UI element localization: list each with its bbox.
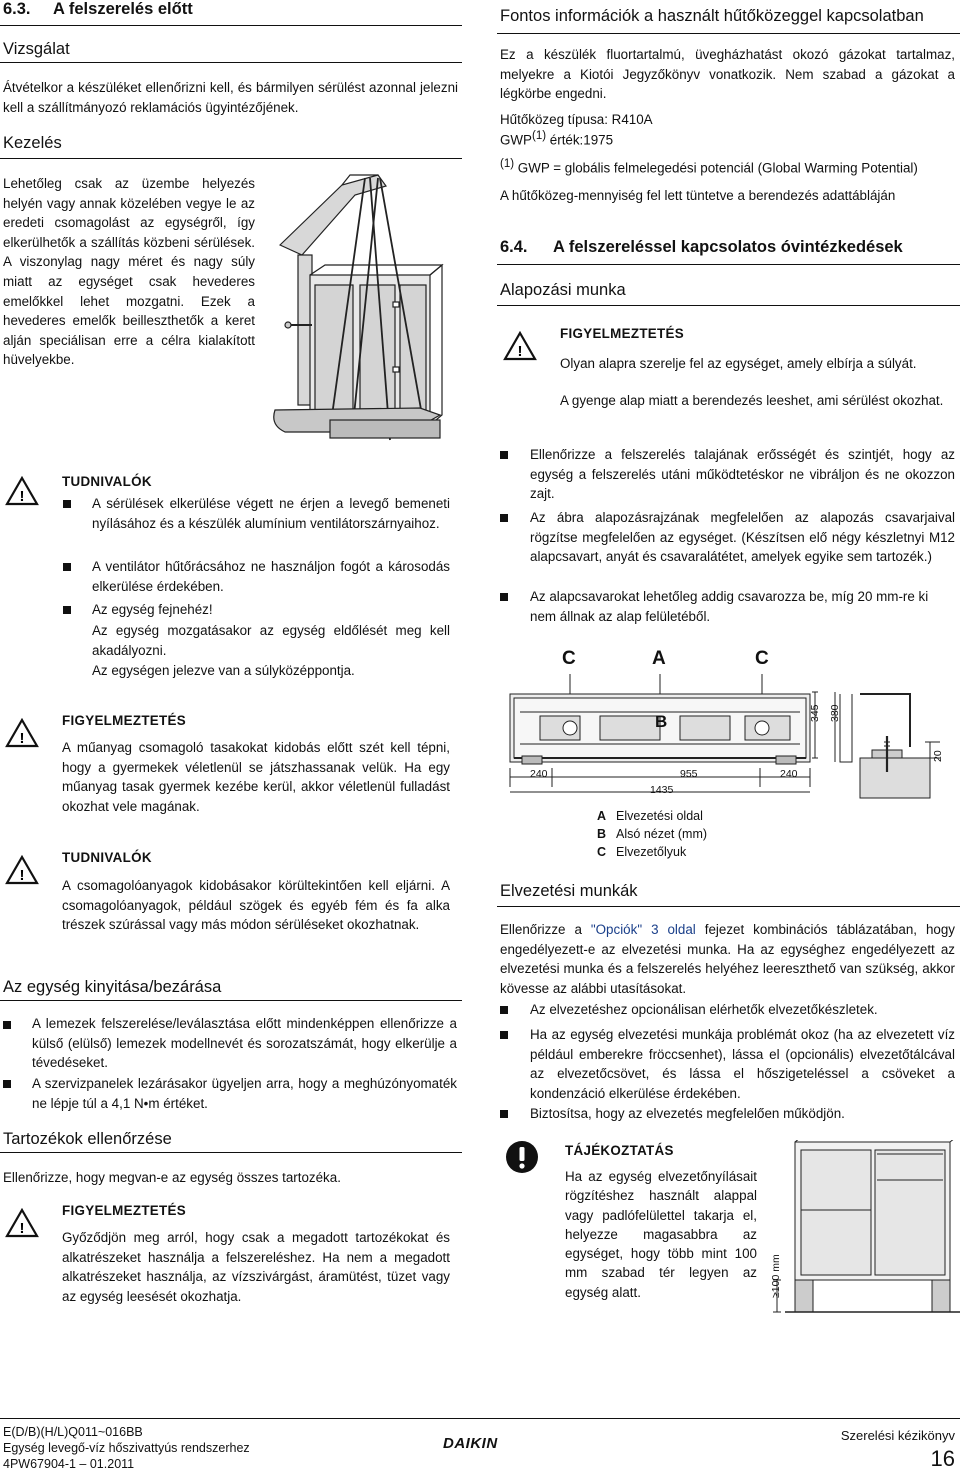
bullet-icon (63, 500, 71, 508)
tudnivalok1-item-1: A sérülések elkerülése végett ne érjen a levegő bemeneti nyílásához és a készülék alumínium ventilátorszárnyaihoz. (92, 496, 450, 531)
bullet-icon (500, 1031, 508, 1039)
tartozekok-rule (0, 1152, 462, 1153)
alapozasi-warn-title: FIGYELMEZTETÉS (560, 326, 684, 341)
elvezetesi-text: Ellenőrizze a "Opciók" 3 oldal fejezet kombinációs táblázatában, hogy engedélyezett-e az elvezetési munka. Ha az egységhez engedélyezett az elvezetési munka és a felszerelés helyéhez leereszthető van szükség, akkor kövesse az alábbi utasításokat. (500, 922, 955, 996)
tudnivalok1-item-3: Az egység fejnehéz! (92, 602, 213, 617)
tudnivalok2-text: A csomagolóanyagok kidobásakor körültekintően kell eljárni. A csomagolóanyagok, például szögek és egyéb fém és fa alka trészek szúrással vagy más módon sérüléseket okozhatnak. (62, 878, 450, 933)
dim-955: 955 (680, 768, 698, 780)
vizsgalat-title: Vizsgálat (3, 40, 70, 58)
diagram-label-b: B (655, 712, 668, 731)
footer-model: E(D/B)(H/L)Q011~016BB (3, 1425, 143, 1439)
elvezetesi-rule (497, 906, 960, 907)
dim-20: 20 (932, 750, 944, 762)
tudnivalok1-extra2: Az egységen jelezve van a súlyközéppontja. (92, 663, 355, 678)
alapozasi-item-1: Ellenőrizze a felszerelés talajának erősségét és szintjét, hogy az egység a felszerelés utáni működtetéskor ne vibráljon és ne okozzon zajt. (530, 447, 955, 502)
footer-description: Egység levegő-víz hőszivattyús rendszerhez (3, 1441, 250, 1455)
bullet-icon (3, 1021, 11, 1029)
warning-icon (503, 331, 537, 361)
diagram-label-c2: C (755, 648, 769, 669)
dim-240-right: 240 (780, 768, 798, 780)
alapozasi-title: Alapozási munka (500, 281, 626, 299)
warning-icon (5, 1208, 39, 1238)
tajekoztatas-title: TÁJÉKOZTATÁS (565, 1143, 674, 1158)
legend-a: A Elvezetési oldal (597, 809, 703, 823)
svg-text:!: ! (19, 488, 25, 505)
dim-380: 380 (829, 704, 841, 722)
fontos-text: Ez a készülék fluortartalmú, üvegházhatást okozó gázokat tartalmaz, melyekre a Kiotói Jegyzőkönyv vonatkozik. Nem szabad a gázokat a légkörbe engedni. (500, 47, 955, 102)
fontos-rule (497, 33, 960, 34)
kinyitas-item-1: A lemezek felszerelése/leválasztása előtt mindenképpen ellenőrizze a külső (elülső) lemezek modellnevét és sorozatszámát, hogy elkerülje a tévedéseket. (32, 1016, 457, 1071)
dim-345: 345 (809, 704, 821, 722)
section-title-rule (0, 25, 462, 26)
tartozekok-title: Tartozékok ellenőrzése (3, 1130, 172, 1148)
daikin-logo: DAIKIN (443, 1435, 498, 1452)
refrigerant-type: Hűtőközeg típusa: R410A (500, 112, 653, 127)
clearance-illustration (765, 1140, 960, 1320)
warning-icon (5, 718, 39, 748)
tartozekok-text: Ellenőrizze, hogy megvan-e az egység összes tartozéka. (3, 1170, 341, 1185)
tudnivalok1-title: TUDNIVALÓK (62, 474, 152, 489)
vizsgalat-text: Átvételkor a készüléket ellenőrizni kell, és bármilyen sérülést azonnal jelezni kell a szállítmányozó reklamációs ügyintézőjének. (3, 80, 458, 115)
clearance-dim: ≥100 mm (770, 1254, 782, 1298)
tajekoztatas-text: Ha az egység elvezetőnyílásait rögzítéshez használt alappal vagy padlófelülettel takarja el, helyezze magasabbra az egységet, hogy több mint 100 mm szabad tér legyen az egység alatt. (565, 1169, 757, 1300)
kinyitas-title: Az egység kinyitása/bezárása (3, 978, 222, 996)
kezeles-title: Kezelés (3, 134, 62, 152)
section-title-2: A felszereléssel kapcsolatos óvintézkedések (553, 238, 903, 256)
svg-text:!: ! (19, 730, 25, 747)
kezeles-text: Lehetőleg csak az üzembe helyezés helyén vagy annak közelében vegye le az eredeti csomagolást az egységről, így elkerülhetők a szállítás közbeni sérülések. A viszonylag nagy méret és nagy súly miatt az egységet csak hevederes emelőkkel lehet mozgatni. Ezek a hevederes emelők beilleszthetők a keret alján speciálisan erre a célra kialakított hüvelyekbe. (3, 176, 255, 368)
diagram-label-c1: C (562, 648, 576, 669)
alapozasi-item-3: Az alapcsavarokat lehetőleg addig csavarozza be, míg 20 mm-re ki nem állnak az alap felületéből. (530, 589, 929, 624)
dim-1435: 1435 (650, 784, 674, 796)
figyelmeztetes2-text: Győződjön meg arról, hogy csak a megadott tartozékokat és alkatrészeket használja a felszereléshez. Ha nem a megadott alkatrészeket használja, az vízszivárgást, áramütést, tüzet vagy az egység leesését okozhatja. (62, 1230, 450, 1304)
foundation-diagram (500, 672, 960, 802)
page-number: 16 (930, 1446, 955, 1471)
refrigerant-amount: A hűtőközeg-mennyiség fel lett tüntetve a berendezés adattábláján (500, 188, 896, 203)
legend-b: B Alsó nézet (mm) (597, 827, 708, 841)
warning-icon (5, 855, 39, 885)
alapozasi-warn-text2: A gyenge alap miatt a berendezés leeshet, ami sérülést okozhat. (560, 393, 944, 408)
bullet-icon (63, 563, 71, 571)
alapozasi-warn-text1: Olyan alapra szerelje fel az egységet, amely elbírja a súlyát. (560, 356, 917, 371)
svg-text:!: ! (19, 867, 25, 884)
elvezetesi-title: Elvezetési munkák (500, 882, 638, 900)
legend-c: C Elvezetőlyuk (597, 845, 687, 859)
section-number-2: 6.4. (500, 238, 528, 256)
kezeles-rule (0, 158, 462, 159)
tudnivalok1-item-2: A ventilátor hűtőrácsához ne használjon fogót a károsodás elkerülése érdekében. (92, 559, 450, 594)
bullet-icon (500, 593, 508, 601)
gwp-line: GWP$^{(1)}$ érték:1975 (500, 130, 614, 148)
elvezetesi-item-2: Ha az egység elvezetési munkája problémát okoz (ha az elvezetett víz például emberekre fröccsenhet), lássa el (opcionális) elvezetőtálcával az elvezetőcsövet, és lássa el hőszigeteléssel a csöveket a kondenzáció elkerülése érdekében. (530, 1027, 955, 1101)
tudnivalok2-title: TUDNIVALÓK (62, 850, 152, 865)
lifting-illustration (270, 170, 465, 455)
info-exclamation-icon (505, 1140, 539, 1174)
footer-docnumber: 4PW67904-1 – 01.2011 (3, 1457, 135, 1471)
diagram-label-a: A (652, 648, 666, 669)
vizsgalat-rule (0, 62, 462, 63)
svg-text:!: ! (517, 343, 523, 360)
tudnivalok1-extra1: Az egység mozgatásakor az egység eldőlését meg kell akadályozni. (92, 623, 450, 658)
fontos-title: Fontos információk a használt hűtőközeggel kapcsolatban (500, 7, 924, 25)
bullet-icon (500, 451, 508, 459)
warning-icon (5, 476, 39, 506)
footer-manual: Szerelési kézikönyv (840, 1428, 955, 1443)
kinyitas-item-2: A szervizpanelek lezárásakor ügyeljen arra, hogy a meghúzónyomaték ne lépje túl a 4,1 N•m értéket. (32, 1076, 457, 1111)
kinyitas-rule (0, 1000, 462, 1001)
alapozasi-rule (497, 305, 960, 306)
section-title-2-rule (497, 264, 960, 265)
dim-240-left: 240 (530, 768, 548, 780)
bullet-icon (3, 1080, 11, 1088)
elvezetesi-item-3: Biztosítsa, hogy az elvezetés megfelelően működjön. (530, 1106, 845, 1121)
figyelmeztetes2-title: FIGYELMEZTETÉS (62, 1203, 186, 1218)
bullet-icon (500, 1110, 508, 1118)
section-number: 6.3. (3, 0, 31, 18)
figyelmeztetes1-title: FIGYELMEZTETÉS (62, 713, 186, 728)
figyelmeztetes1-text: A műanyag csomagoló tasakokat kidobás előtt szét kell tépni, hogy a gyermekek véletlenül se játszhassanak velük. Ha egy műanyag tasak gyermek kezébe kerül, akkor véletlenül fulladást okozhat vele magának. (62, 740, 450, 814)
footer-rule (0, 1418, 960, 1419)
gwp-footnote: $^{(1)}$ GWP = globális felmelegedési potenciál (Global Warming Potential) (500, 158, 918, 176)
svg-text:!: ! (19, 1220, 25, 1237)
bullet-icon (500, 1006, 508, 1014)
page-link[interactable]: 3 oldal (651, 922, 696, 937)
bullet-icon (63, 606, 71, 614)
section-title: A felszerelés előtt (53, 0, 193, 18)
alapozasi-item-2: Az ábra alapozásrajzának megfelelően az alapozás csavarjaival rögzítse megfelelően az egységet. (Készítsen elő négy készletnyi M12 alapcsavart, anyát és csavaralátétet, amelyek egyike sem tartozék.) (530, 510, 955, 565)
bullet-icon (500, 514, 508, 522)
elvezetesi-item-1: Az elvezetéshez opcionálisan elérhetők elvezetőkészletek. (530, 1002, 878, 1017)
opciok-link[interactable]: "Opciók" (590, 922, 643, 937)
